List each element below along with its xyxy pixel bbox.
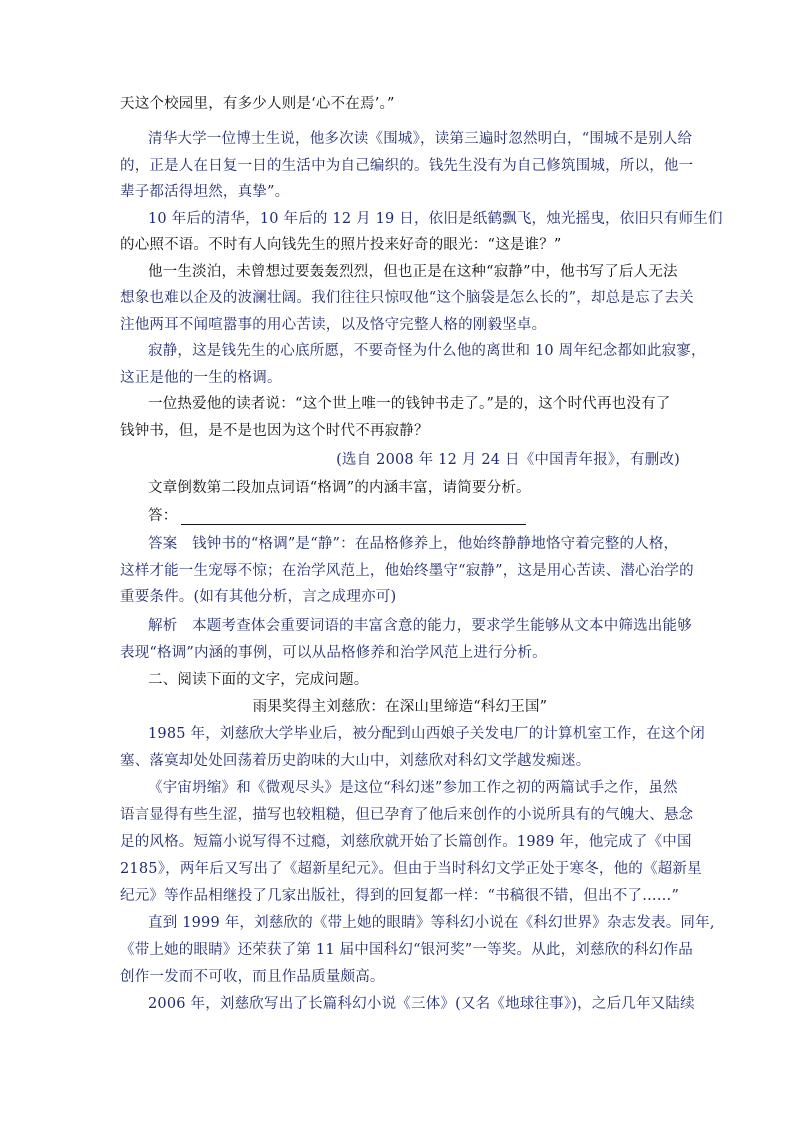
text-line: 辈子都活得坦然，真挚”。 [120,184,290,200]
article-title: 雨果奖得主刘慈欣：在深山里缔造“科幻王国” [252,699,548,715]
source-citation: (选自 2008 年 12 月 24 日《中国青年报》，有删改) [336,452,680,468]
text-line: 的心照不语。不时有人向钱先生的照片投来好奇的眼光：“这是谁？” [120,237,562,253]
text-line: 的，正是人在日复一日的生活中为自己编织的。钱先生没有为自己修筑围城，所以，他一 [120,158,694,174]
text-line: 塞、落寞却处处回荡着历史韵味的大山中，刘慈欣对科幻文学越发痴迷。 [120,753,591,769]
text-line: 2006 年，刘慈欣写出了长篇科幻小说《三体》(又名《地球往事》)，之后几年又陆续 [148,996,695,1012]
text-line: 《宇宙坍缩》和《微观尽头》是这位“科幻迷”参加工作之初的两篇试手之作，虽然 [148,780,678,796]
text-line: 1985 年，刘慈欣大学毕业后，被分配到山西娘子关发电厂的计算机室工作，在这个闭 [148,726,706,742]
answer-prompt [148,504,526,525]
text-line: 10 年后的清华，10 年后的 12 月 19 日，依旧是纸鹤飘飞，烛光摇曳，依旧只有师生们 [148,211,723,227]
text-line: 这正是他的一生的格调。 [120,370,282,386]
answer-line: 答案 钱钟书的“格调”是“静”：在品格修养上，他始终静静地恪守着完整的人格， [148,536,679,552]
text-line: 创作一发而不可收，而且作品质量颇高。 [120,969,385,985]
text-line: 清华大学一位博士生说，他多次读《围城》，读第三遍时忽然明白，“围城不是别人给 [148,131,693,147]
text-line: 注他两耳不闻喧嚣事的用心苦读，以及恪守完整人格的刚毅坚卓。 [120,317,547,333]
text-line: 天这个校园里，有多少人则是‘心不在焉’。” [120,96,395,112]
text-line: 直到 1999 年，刘慈欣的《带上她的眼睛》等科幻小说在《科幻世界》杂志发表。同年, [148,915,715,931]
text-line: 寂静，这是钱先生的心底所愿，不要奇怪为什么他的离世和 10 周年纪念都如此寂寥， [148,343,706,359]
text-line: 他一生淡泊，未曾想过要轰轰烈烈，但也正是在这种“寂静”中，他书写了后人无法 [148,264,678,280]
text-line: 想象也难以企及的波澜壮阔。我们往往只惊叹他“这个脑袋是怎么长的”，却总是忘了去关 [120,290,694,306]
question-text: 文章倒数第二段加点词语“格调”的内涵丰富，请简要分析。 [148,480,531,496]
analysis-line: 解析 本题考查体会重要词语的丰富含意的能力，要求学生能够从文本中筛选出能够 [148,618,692,634]
text-line: 足的风格。短篇小说写得不过瘾，刘慈欣就开始了长篇创作。1989 年，他完成了《中国 [120,834,692,850]
answer-line: 这样才能一生宠辱不惊；在治学风范上，他始终墨守“寂静”，这是用心苦读、潜心治学的 [120,563,694,579]
section-heading: 二、阅读下面的文字，完成问题。 [148,672,369,688]
answer-label: 答： [148,508,178,524]
text-line: 钱钟书，但，是不是也因为这个时代不再寂静？ [120,423,429,439]
text-line: 2185》，两年后又写出了《超新星纪元》。但由于当时科幻文学正处于寒冬，他的《超新星 [120,861,702,877]
text-line: 语言显得有些生涩，描写也较粗糙，但已孕育了他后来创作的小说所具有的气魄大、悬念 [120,807,694,823]
text-line: 纪元》等作品相继投了几家出版社，得到的回复都一样：“书稿很不错，但出不了……” [120,888,680,904]
text-line: 《带上她的眼睛》还荣获了第 11 届中国科幻“银河奖”一等奖。从此，刘慈欣的科幻作品 [120,942,693,958]
analysis-line: 表现“格调”内涵的事例，可以从品格修养和治学风范上进行分析。 [120,645,547,661]
text-line: 一位热爱他的读者说：“这个世上唯一的钱钟书走了。”是的，这个时代再也没有了 [148,396,671,412]
answer-line: 重要条件。(如有其他分析，言之成理亦可) [120,589,397,605]
answer-blank[interactable] [181,510,526,525]
